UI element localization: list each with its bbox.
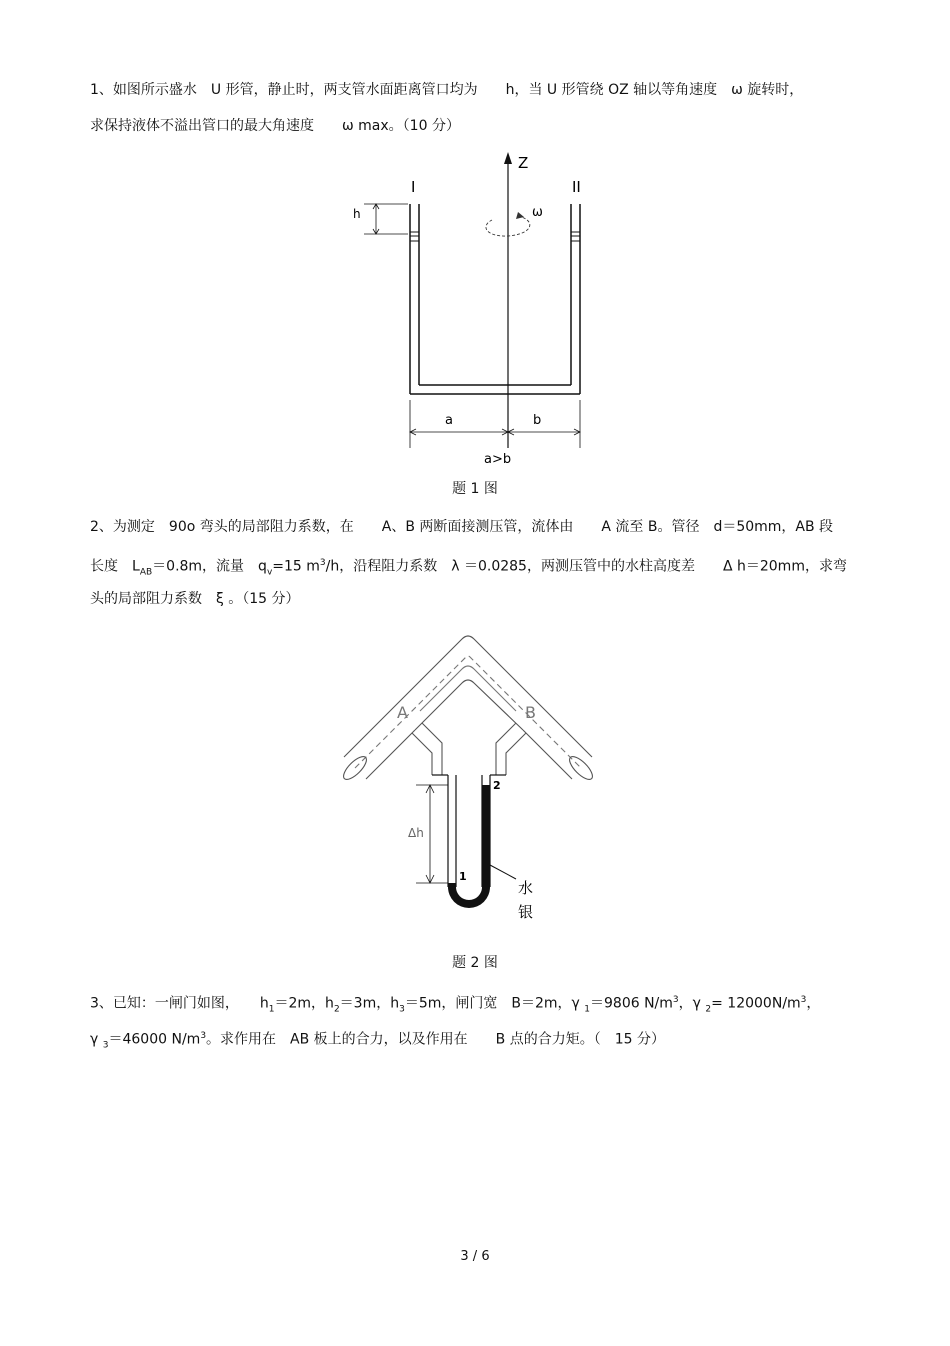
figure-1-caption: 题 1 图 [452, 481, 498, 497]
z-axis-label: Z [518, 154, 529, 172]
page-number: 3 / 6 [460, 1249, 490, 1264]
branch-i-label: I [411, 178, 416, 196]
figure-1-u-tube [340, 148, 600, 478]
section-a-label: A [397, 703, 408, 722]
a-greater-b-label: a>b [484, 452, 512, 467]
question-3-line-2: γ $_3$＝46000 $N/m^3$。求作用在 AB 板上的合力，以及作用在 B 点的合力矩。（ 15 分） [90, 1031, 665, 1051]
question-1-line-2: 求保持液体不溢出管口的最大角速度 ω max。（10 分） [90, 118, 460, 134]
question-2-text [90, 509, 865, 617]
section-b-label: B [525, 703, 536, 722]
mercury-label-2: 银 [518, 903, 534, 921]
omega-label: ω [532, 205, 543, 220]
question-3-text [90, 982, 865, 1054]
b-label: b [533, 413, 542, 428]
delta-h-label: Δh [408, 826, 424, 840]
question-2-line-2: 长度 $L_{AB}=0.8m$，流量 $q_v=15$ $m^3/h$，沿程阻力系数 λ ＝0.0285，两测压管中的水柱高度差 Δ h＝20mm，求弯 [90, 558, 847, 578]
question-2-line-1: 2、为测定 90o 弯头的局部阻力系数，在 A、B 两断面接测压管，流体由 A 流至 B。管径 d＝50mm，AB 段 [90, 519, 834, 535]
figure-2-elbow-manometer [330, 625, 620, 925]
question-1-text [90, 72, 865, 144]
point-2-label: 2 [493, 779, 501, 792]
point-1-label: 1 [459, 870, 467, 883]
a-label: a [445, 413, 453, 428]
question-3-line-1: 3、已知：一闸门如图， $h_1=2m$，$h_2=3m$，$h_3=5m$，闸门宽 B＝2m，γ $_1$＝9806 $N/m^3$，γ $_2= 12000N/m^3$， [90, 995, 821, 1015]
mercury-label-1: 水 [518, 879, 534, 897]
figure-2-caption: 题 2 图 [452, 955, 498, 971]
question-2-line-3: 头的局部阻力系数 ξ 。（15 分） [90, 591, 300, 607]
h-label: h [353, 207, 361, 221]
branch-ii-label: II [572, 178, 581, 196]
mercury-column [448, 785, 490, 908]
question-1-line-1: 1、如图所示盛水 U 形管，静止时，两支管水面距离管口均为 h，当 U 形管绕 OZ 轴以等角速度 ω 旋转时， [90, 82, 804, 98]
